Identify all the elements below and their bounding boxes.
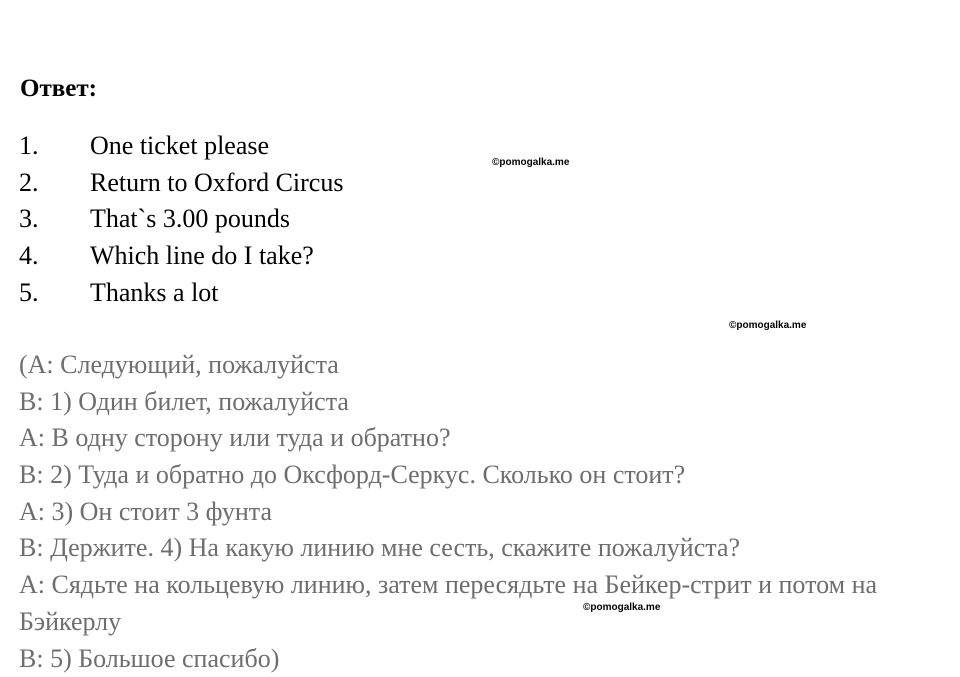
answer-item <box>19 238 343 275</box>
translation-line: В: 1) Один билет, пожалуйста <box>19 384 954 421</box>
translation-line: В: 5) Большое спасибо) <box>19 641 954 677</box>
answer-number: 4. <box>19 241 90 271</box>
translation-line: А: Сядьте на кольцевую линию, затем пересядьте на Бейкер-стрит и потом на <box>19 567 954 604</box>
watermark: ©pomogalka.me <box>492 157 569 169</box>
answer-text: One ticket please <box>90 131 269 161</box>
translation-line: А: 3) Он стоит 3 фунта <box>19 494 954 531</box>
answer-list <box>19 128 343 311</box>
translation-line: (А: Следующий, пожалуйста <box>19 347 954 384</box>
translation-line: В: 2) Туда и обратно до Оксфорд-Серкус. Сколько он стоит? <box>19 457 954 494</box>
answer-number: 5. <box>19 278 90 308</box>
watermark: ©pomogalka.me <box>583 602 660 614</box>
answer-item <box>19 128 343 165</box>
answer-text: Thanks a lot <box>90 278 219 308</box>
answer-heading: Ответ: <box>20 74 97 104</box>
answer-item <box>19 201 343 238</box>
translation-line: А: В одну сторону или туда и обратно? <box>19 420 954 457</box>
watermark: ©pomogalka.me <box>729 320 806 332</box>
translation-block <box>19 347 954 677</box>
answer-number: 1. <box>19 131 90 161</box>
answer-text: That`s 3.00 pounds <box>90 204 290 234</box>
answer-number: 2. <box>19 168 90 198</box>
answer-item <box>19 165 343 202</box>
answer-text: Which line do I take? <box>90 241 314 271</box>
translation-line: В: Держите. 4) На какую линию мне сесть, скажите пожалуйста? <box>19 530 954 567</box>
answer-number: 3. <box>19 204 90 234</box>
translation-line: Бэйкерлу <box>19 604 954 641</box>
answer-text: Return to Oxford Circus <box>90 168 343 198</box>
answer-item <box>19 274 343 311</box>
